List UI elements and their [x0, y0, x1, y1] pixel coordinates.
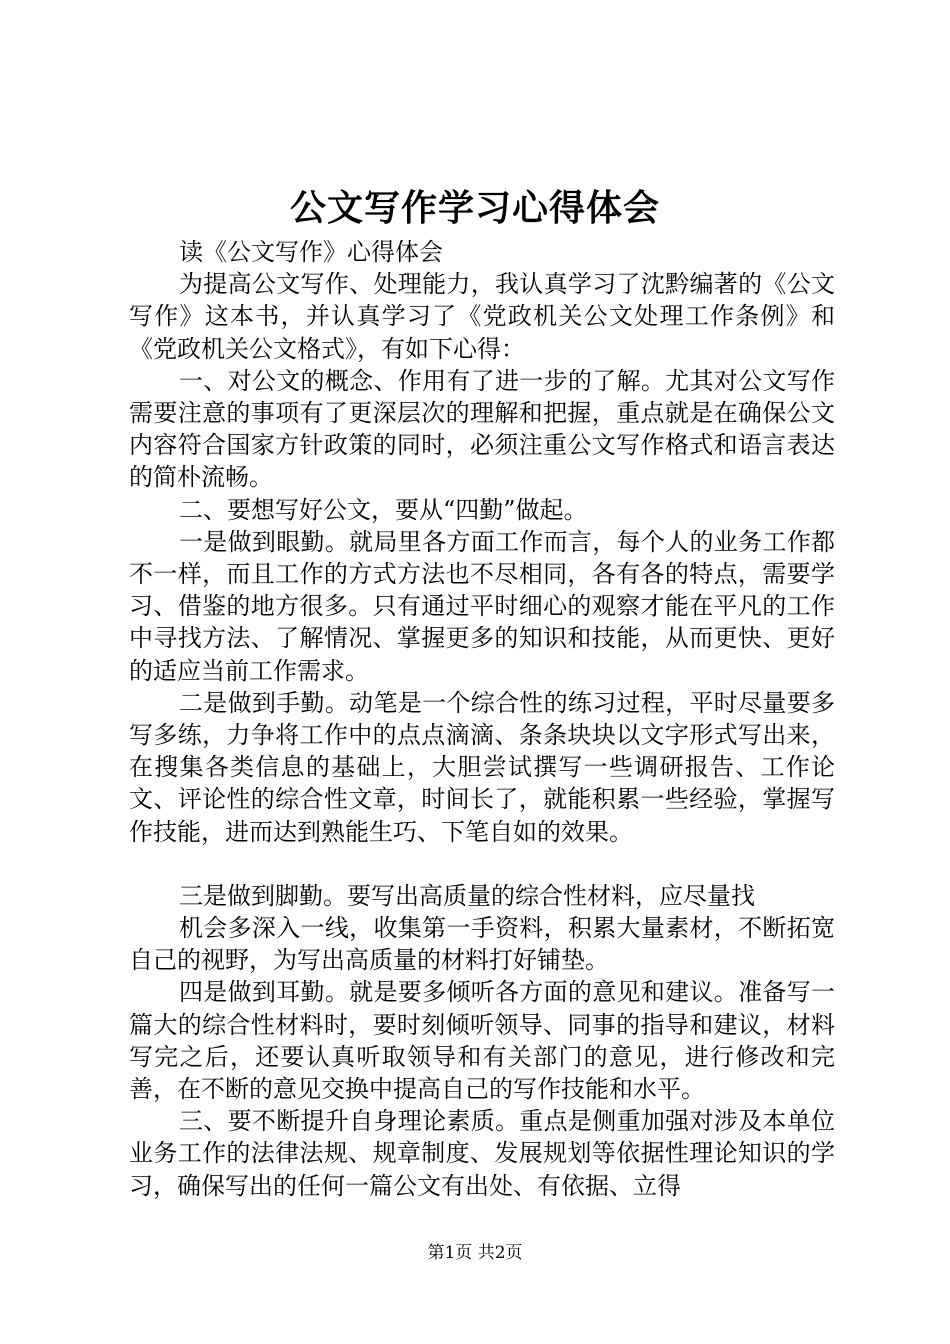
paragraph-section-1: 一、对公文的概念、作用有了进一步的了解。尤其对公文写作需要注意的事项有了更深层次的理解和把握，重点就是在确保公文内容符合国家方针政策的同时，必须注重公文写作格式和语言表达的简朴流畅。 [129, 366, 835, 492]
paragraph-foot-diligence-cont: 机会多深入一线，收集第一手资料，积累大量素材，不断拓宽自己的视野，为写出高质量的材料打好铺垫。 [129, 914, 835, 975]
paragraph-intro: 为提高公文写作、处理能力，我认真学习了沈黔编著的《公文写作》这本书，并认真学习了《党政机关公文处理工作条例》和《党政机关公文格式》，有如下心得： [129, 270, 835, 363]
document-title: 公文写作学习心得体会 [289, 187, 660, 229]
paragraph-subtitle: 读《公文写作》心得体会 [179, 238, 443, 266]
paragraph-ear-diligence: 四是做到耳勤。就是要多倾听各方面的意见和建议。准备写一篇大的综合性材料时，要时刻倾听领导、同事的指导和建议，材料写完之后，还要认真听取领导和有关部门的意见，进行修改和完善，在不断的意见交换中提高自己的写作技能和水平。 [129, 978, 835, 1104]
paragraph-section-2: 二、要想写好公文，要从“四勤”做起。 [179, 495, 588, 524]
paragraph-hand-diligence: 二是做到手勤。动笔是一个综合性的练习过程，平时尽量要多写多练，力争将工作中的点点滴滴、条条块块以文字形式写出来，在搜集各类信息的基础上，大胆尝试撰写一些调研报告、工作论文、评论性的综合性文章，时间长了，就能积累一些经验，掌握写作技能，进而达到熟能生巧、下笔自如的效果。 [129, 688, 835, 846]
document-body [129, 236, 835, 1202]
page-footer: 第1页 共2页 [427, 1243, 523, 1263]
paragraph-section-3: 三、要不断提升自身理论素质。重点是侧重加强对涉及本单位业务工作的法律法规、规章制度、发展规划等依据性理论知识的学习，确保写出的任何一篇公文有出处、有依据、立得 [129, 1107, 835, 1200]
paragraph-eye-diligence: 一是做到眼勤。就局里各方面工作而言，每个人的业务工作都不一样，而且工作的方式方法也不尽相同，各有各的特点，需要学习、借鉴的地方很多。只有通过平时细心的观察才能在平凡的工作中寻找方法、了解情况、掌握更多的知识和技能，从而更快、更好的适应当前工作需求。 [129, 527, 835, 685]
paragraph-gap [129, 848, 835, 880]
paragraph-foot-diligence: 三是做到脚勤。要写出高质量的综合性材料，应尽量找 [179, 881, 755, 910]
